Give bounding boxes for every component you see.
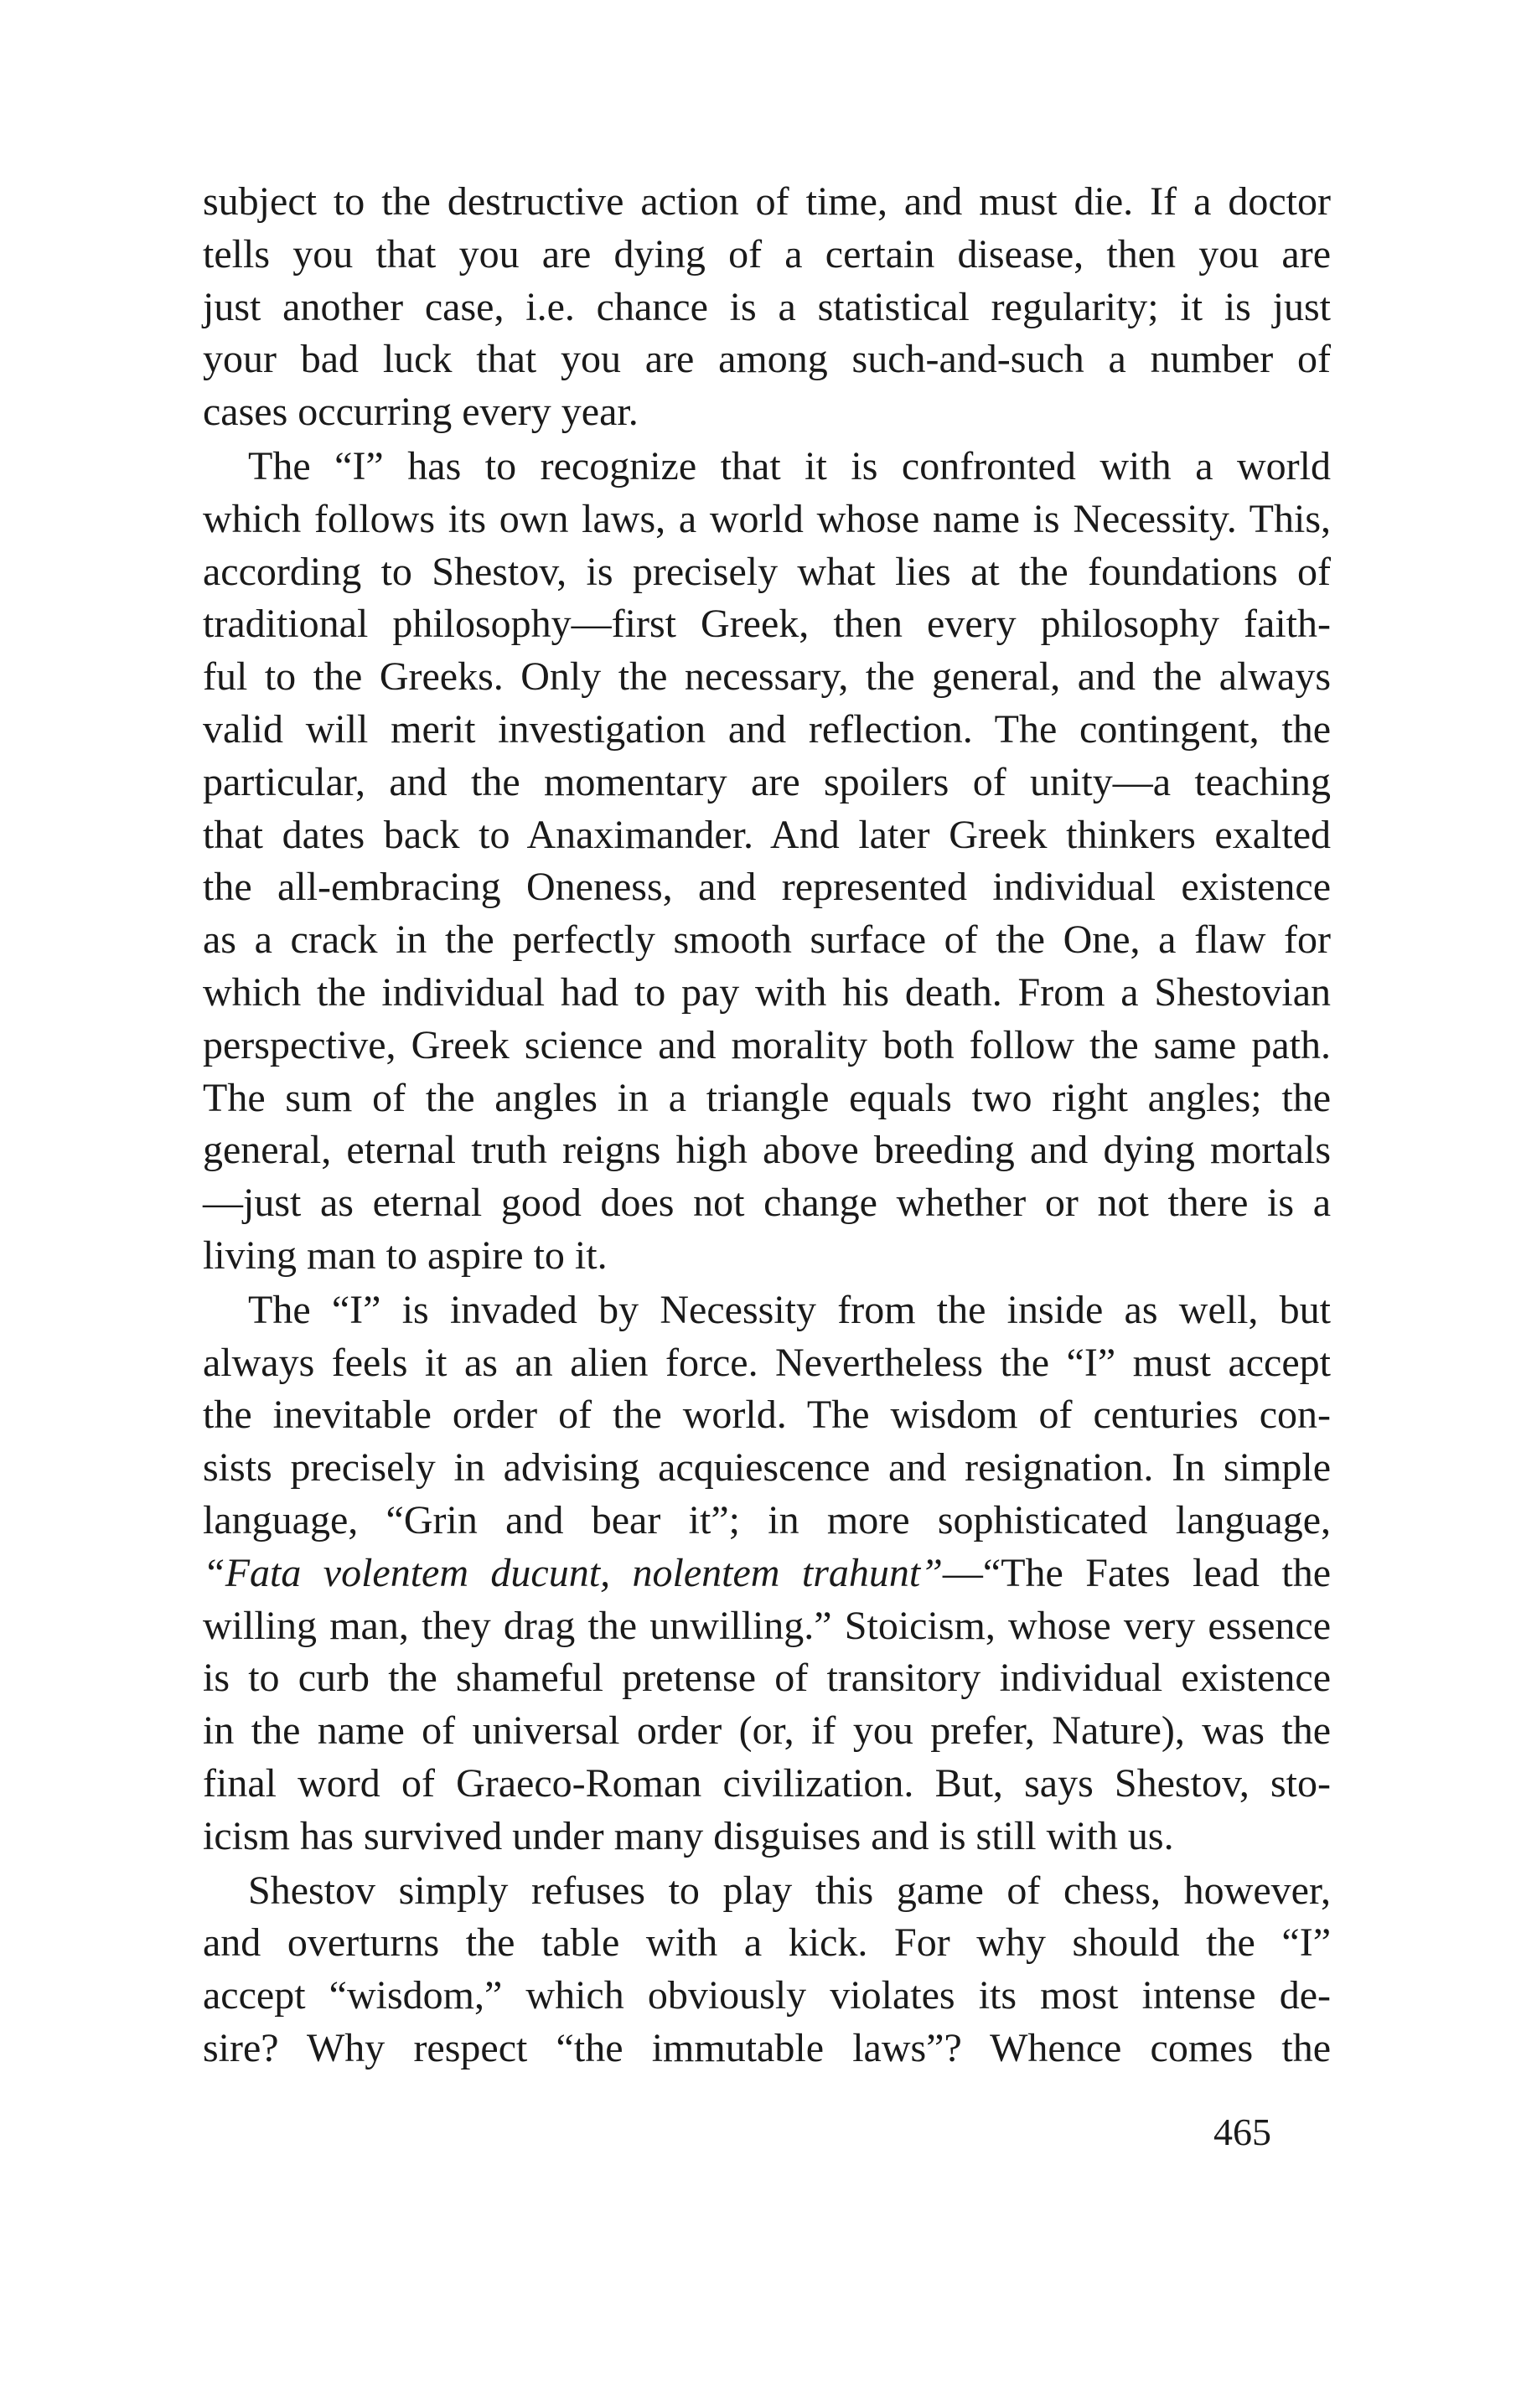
text-line: traditional philosophy—first Greek, then every philosophy faith-	[203, 602, 1331, 647]
text-line: in the name of universal order (or, if you prefer, Nature), was the	[203, 1708, 1331, 1754]
text-line: that dates back to Anaximander. And later Greek thinkers exalted	[203, 812, 1331, 857]
text-line: which follows its own laws, a world whose name is Necessity. This,	[203, 496, 1331, 541]
text-line: accept “wisdom,” which obviously violates its most intense de-	[203, 1973, 1331, 2018]
text-line: icism has survived under many disguises and is still with us.	[203, 1813, 1174, 1858]
text-line: sire? Why respect “the immutable laws”? Whence comes the	[203, 2025, 1331, 2070]
page-number: 465	[1213, 2111, 1271, 2153]
text-line: tells you that you are dying of a certain disease, then you are	[203, 231, 1331, 276]
text-line: always feels it as an alien force. Nevertheless the “I” must accept	[203, 1340, 1331, 1385]
text-line: language, “Grin and bear it”; in more sophisticated language,	[203, 1497, 1331, 1542]
text-line: The “I” is invaded by Necessity from the inside as well, but	[248, 1287, 1331, 1332]
text-line: willing man, they drag the unwilling.” Stoicism, whose very essence	[203, 1603, 1331, 1648]
text-line: The “I” has to recognize that it is confronted with a world	[248, 443, 1331, 488]
text-line: the all-embracing Oneness, and represented individual existence	[203, 865, 1331, 910]
translation-lead: —“The Fates lead the	[942, 1550, 1331, 1595]
text-line: just another case, i.e. chance is a statistical regularity; it is just	[203, 284, 1331, 329]
text-line: according to Shestov, is precisely what lies at the foundations of	[203, 549, 1331, 594]
text-line: and overturns the table with a kick. For why should the “I”	[203, 1920, 1331, 1966]
text-line-mixed	[203, 1548, 1331, 1600]
text-line: —just as eternal good does not change whether or not there is a	[203, 1181, 1331, 1226]
text-line: perspective, Greek science and morality both follow the same path.	[203, 1022, 1331, 1067]
text-line: cases occurring every year.	[203, 390, 639, 435]
latin-quote: “Fata volentem ducunt, nolentem trahunt”	[203, 1550, 943, 1595]
text-line: as a crack in the perfectly smooth surface of the One, a flaw for	[203, 917, 1331, 963]
text-line: The sum of the angles in a triangle equals two right angles; the	[203, 1075, 1331, 1120]
text-line: is to curb the shameful pretense of transitory individual existence	[203, 1656, 1331, 1701]
text-line: which the individual had to pay with his death. From a Shestovian	[203, 969, 1331, 1015]
text-line: subject to the destructive action of time, and must die. If a doctor	[203, 179, 1331, 224]
text-line: living man to aspire to it.	[203, 1232, 608, 1278]
text-line: sists precisely in advising acquiescence and resignation. In simple	[203, 1445, 1331, 1491]
text-line: your bad luck that you are among such-and-such a number of	[203, 337, 1331, 382]
text-line: ful to the Greeks. Only the necessary, the general, and the always	[203, 654, 1331, 700]
text-line: Shestov simply refuses to play this game of chess, however,	[248, 1868, 1331, 1913]
text-line: the inevitable order of the world. The wisdom of centuries con-	[203, 1393, 1331, 1438]
page-body	[203, 176, 1331, 2075]
text-line: final word of Graeco-Roman civilization. But, says Shestov, sto-	[203, 1760, 1331, 1806]
text-line: particular, and the momentary are spoilers of unity—a teaching	[203, 759, 1331, 804]
text-line: general, eternal truth reigns high above breeding and dying mortals	[203, 1128, 1331, 1173]
text-line: valid will merit investigation and reflection. The contingent, the	[203, 706, 1331, 752]
